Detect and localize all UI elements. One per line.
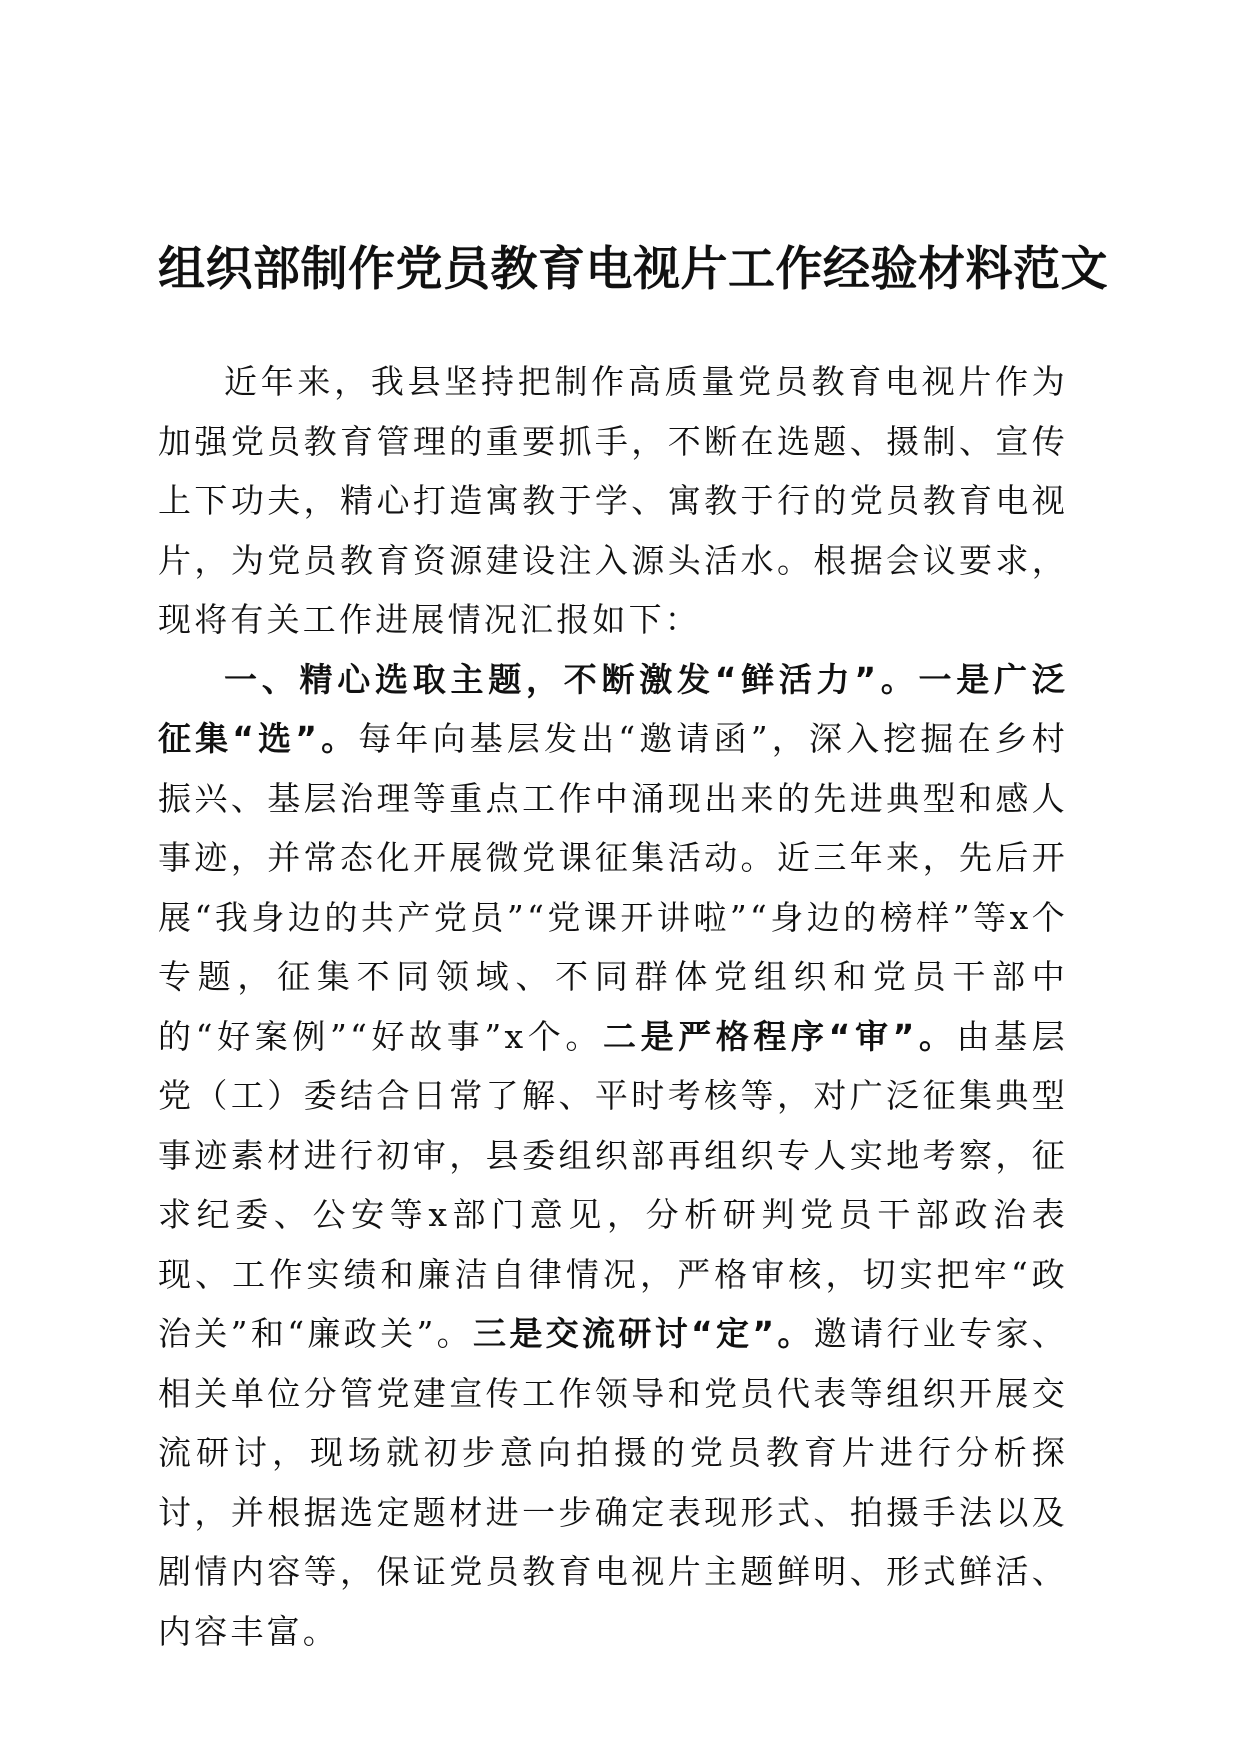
- point-3-text: 邀请行业专家、相关单位分管党建宣传工作领导和党员代表等组织开展交流研讨，现场就初步意向拍摄的党员教育片进行分析探讨，并根据选定题材进一步确定表现形式、拍摄手法以及剧情内容等，保证党员教育电视片主题鲜明、形式鲜活、内容丰富。: [158, 1314, 1068, 1651]
- point-1-label: 一是广泛征集“选”。: [158, 659, 1068, 758]
- point-2-label: 二是严格程序“审”。: [602, 1016, 957, 1056]
- point-2-text: 由基层党（工）委结合日常了解、平时考核等，对广泛征集典型事迹素材进行初审，县委组织部再组织专人实地考察，征求纪委、公安等x部门意见，分析研判党员干部政治表现、工作实绩和廉洁自律情况，严格审核，切实把牢“政治关”和“廉政关”。: [158, 1016, 1068, 1353]
- document-title: 组织部制作党员教育电视片工作经验材料范文: [158, 242, 1108, 297]
- section-1-paragraph: [158, 650, 1068, 1662]
- document-body: [158, 352, 1068, 1661]
- point-3-label: 三是交流研讨“定”。: [473, 1314, 814, 1353]
- point-1-text: 每年向基层发出“邀请函”，深入挖掘在乡村振兴、基层治理等重点工作中涌现出来的先进典型和感人事迹，并常态化开展微党课征集活动。近三年来，先后开展“我身边的共产党员”“党课开讲啦”“身边的榜样”等x个专题，征集不同领域、不同群体党组织和党员干部中的“好案例”“好故事”x个。: [158, 719, 1068, 1056]
- section-1-heading: 一、精心选取主题，不断激发“鲜活力”。: [224, 659, 919, 699]
- intro-paragraph: 近年来，我县坚持把制作高质量党员教育电视片作为加强党员教育管理的重要抓手，不断在选题、摄制、宣传上下功夫，精心打造寓教于学、寓教于行的党员教育电视片，为党员教育资源建设注入源头活水。根据会议要求，现将有关工作进展情况汇报如下：: [158, 362, 1068, 639]
